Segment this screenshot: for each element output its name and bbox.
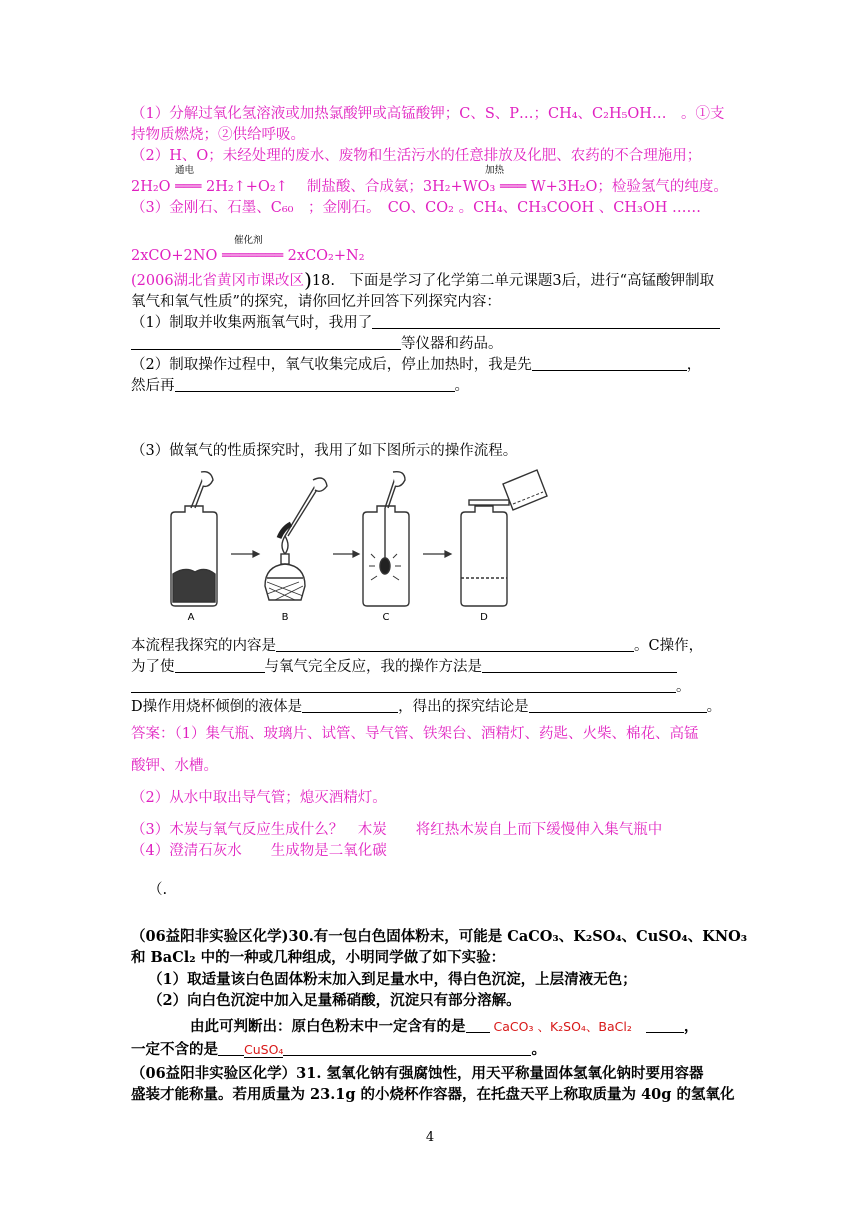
q18-answer-3: （3）木炭与氧气反应生成什么？ 木炭 将红热木炭自上而下缓慢伸入集气瓶中 — [131, 822, 663, 838]
q18-part2-blank-a[interactable] — [532, 355, 687, 371]
q31-line-1: （06益阳非实验区化学）31. 氢氧化钠有强腐蚀性，用天平称量固体氢氧化钠时要用容器 — [131, 1065, 704, 1082]
q18-fill-blank-substance[interactable] — [175, 657, 265, 673]
q18-part2-then: 然后再 — [131, 378, 175, 394]
oxygen-experiment-figure — [155, 466, 555, 624]
q18-fill-prompt-method: 与氧气完全反应，我的操作方法是 — [264, 659, 482, 675]
q18-fill-line-2 — [131, 657, 677, 677]
stray-mark: （. — [148, 882, 168, 898]
note-catalyst: 催化剂 — [234, 235, 263, 246]
q18-part2-line-2 — [131, 376, 469, 396]
q18-fill-blank-conclusion[interactable] — [529, 697, 707, 713]
q30-step-2: （2）向白色沉淀中加入足量稀硝酸，沉淀只有部分溶解。 — [148, 992, 521, 1009]
q18-fill-blank-method-b[interactable] — [131, 677, 676, 693]
q18-part2-blank-b[interactable] — [175, 376, 455, 392]
figure-step-a — [171, 472, 217, 606]
q30-head-line-2: 和 BaCl₂ 中的一种或几种组成，小明同学做了如下实验： — [131, 949, 506, 966]
q18-intro-line-1 — [131, 270, 714, 291]
answer-line-4: 2H₂O ═══ 2H₂↑+O₂↑ 制盐酸、合成氨；3H₂+WO₃ ═══ W+3H₂O；检验氢气的纯度。 — [131, 179, 728, 195]
q18-answer-2: （2）从水中取出导气管；熄灭酒精灯。 — [131, 790, 387, 806]
q30-contains-answer: CaCO₃ 、K₂SO₄、BaCl₂ — [493, 1019, 632, 1034]
q18-part2-comma: ， — [686, 357, 702, 373]
q30-excludes-blank-lead[interactable] — [218, 1040, 244, 1056]
q18-part1-line-1 — [131, 313, 720, 333]
q18-fill-prompt-liquid: D操作用烧杯倾倒的液体是 — [131, 699, 303, 715]
q18-answer-1b: 酸钾、水槽。 — [131, 758, 218, 774]
q18-answer-4: （4）澄清石灰水 生成物是二氧化碳 — [131, 843, 387, 859]
figure-step-c — [363, 472, 409, 606]
answer-line-3: （2）H、O；未经处理的废水、废物和生活污水的任意排放及化肥、农药的不合理施用； — [131, 148, 702, 164]
q18-fill-line-1 — [131, 636, 703, 656]
q18-fill-c-operation: 。C操作， — [634, 638, 704, 654]
q30-conclusion-line-1 — [190, 1017, 698, 1037]
q18-fill-line-4 — [131, 697, 721, 717]
q30-contains-blank-lead[interactable] — [466, 1017, 490, 1033]
q18-fill-blank-liquid[interactable] — [302, 697, 398, 713]
q18-part1-suffix: 等仪器和药品。 — [401, 336, 503, 352]
q18-fill-blank-method-a[interactable] — [482, 657, 677, 673]
q30-excludes-answer: CuSO₄ — [244, 1042, 284, 1057]
q18-source-paren: ) — [304, 268, 312, 292]
q18-fill-period-2: 。 — [706, 699, 722, 715]
q18-part2-prompt: （2）制取操作过程中，氧气收集完成后，停止加热时，我是先 — [131, 357, 532, 373]
q30-head-line-1: （06益阳非实验区化学)30.有一包白色固体粉末，可能是 CaCO₃、K₂SO₄、CuSO₄、KNO₃ — [131, 928, 748, 945]
q18-source: (2006湖北省黄冈市课改区 — [131, 273, 305, 289]
q31-line-2: 盛装才能称量。若用质量为 23.1g 的小烧杯作容器，在托盘天平上称取质量为 40g 的氢氧化 — [131, 1086, 735, 1103]
q18-part1-blank-a[interactable] — [372, 313, 720, 329]
arrow-a-to-b — [231, 551, 259, 557]
q30-conclusion-line-2 — [131, 1040, 546, 1060]
q18-part1-line-2 — [131, 334, 503, 354]
q18-part1-prompt: （1）制取并收集两瓶氧气时，我用了 — [131, 315, 373, 331]
q18-intro-a: 18. 下面是学习了化学第二单元课题3后，进行“高锰酸钾制取 — [311, 273, 715, 289]
figure-step-b — [265, 478, 327, 600]
q18-intro-line-2: 氧气和氧气性质”的探究，请你回忆并回答下列探究内容： — [131, 294, 501, 310]
q18-part2-line-1 — [131, 355, 701, 375]
answer-line-2: 持物质燃烧；②供给呼吸。 — [131, 127, 305, 143]
q18-fill-prompt-content: 本流程我探究的内容是 — [131, 638, 276, 654]
q30-contains-comma: ， — [683, 1018, 699, 1035]
q18-part2-period: 。 — [454, 378, 469, 394]
q18-part1-blank-b[interactable] — [131, 334, 401, 350]
note-electrolysis: 通电 — [175, 165, 195, 176]
q18-fill-line-3 — [131, 677, 691, 697]
figure-label-d: D — [480, 612, 488, 623]
arrow-c-to-d — [423, 551, 451, 557]
answer-line-1: （1）分解过氧化氢溶液或加热氯酸钾或高锰酸钾；C、S、P…；CH₄、C₂H₅OH… 。①支 — [131, 106, 725, 122]
q30-excludes-blank-trail[interactable] — [283, 1040, 531, 1056]
figure-label-b: B — [281, 612, 289, 623]
page-number: 4 — [425, 1130, 435, 1145]
q18-fill-prompt-make: 为了使 — [131, 659, 175, 675]
q18-part3-prompt: （3）做氧气的性质探究时，我用了如下图所示的操作流程。 — [131, 443, 518, 459]
q30-contains-blank-trail[interactable] — [646, 1017, 684, 1033]
q30-excludes-prompt: 一定不含的是 — [131, 1041, 218, 1058]
answer-line-6: 2xCO+2NO ═══════ 2xCO₂+N₂ — [131, 248, 365, 264]
answer-line-5: （3）金刚石、石墨、C₆₀ ；金刚石。 CO、CO₂ 。CH₄、CH₃COOH 、CH₃OH …… — [131, 200, 702, 216]
q18-fill-prompt-conclusion: ，得出的探究结论是 — [398, 699, 529, 715]
q30-excludes-period: 。 — [531, 1041, 546, 1058]
figure-label-a: A — [187, 612, 195, 623]
q30-step-1: （1）取适量该白色固体粉末加入到足量水中，得白色沉淀，上层清液无色； — [148, 971, 637, 988]
figure-label-c: C — [382, 612, 390, 623]
q18-answer-1a: 答案：（1）集气瓶、玻璃片、试管、导气管、铁架台、酒精灯、药匙、火柴、棉花、高锰 — [131, 726, 699, 742]
q18-fill-blank-content[interactable] — [276, 636, 634, 652]
note-heat: 加热 — [485, 165, 505, 176]
arrow-b-to-c — [333, 551, 359, 557]
q30-contains-prompt: 由此可判断出：原白色粉末中一定含有的是 — [190, 1018, 466, 1035]
figure-step-d — [461, 470, 547, 606]
q18-fill-period: 。 — [676, 679, 691, 695]
